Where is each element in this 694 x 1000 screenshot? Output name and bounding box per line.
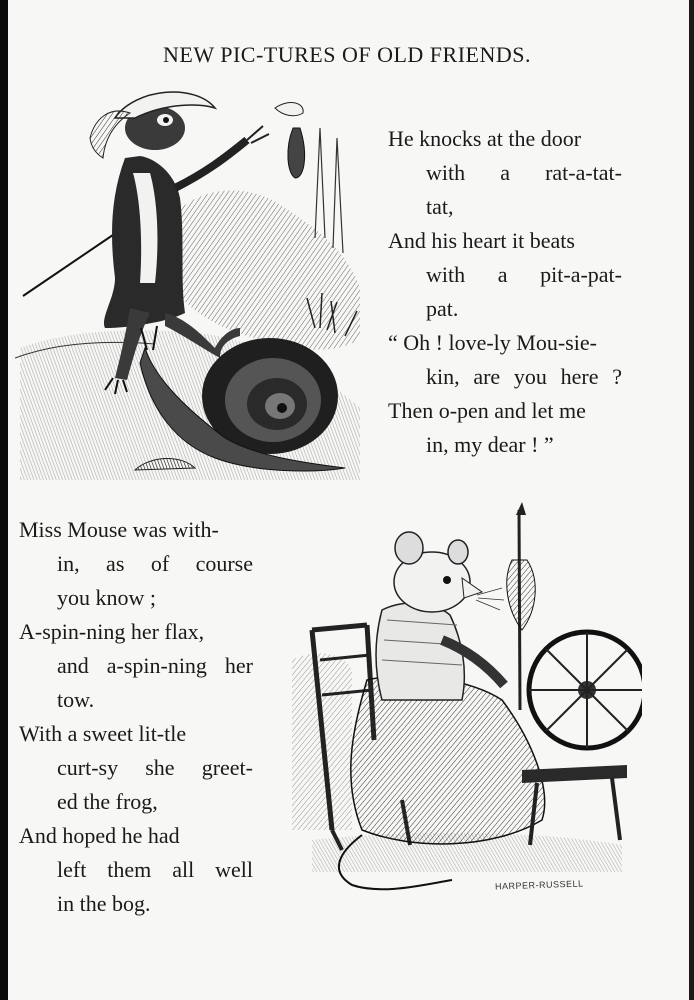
verse-line: pat. [426,296,459,321]
verse-line: And hoped he had [19,823,180,848]
verse-line: and a-spin-ning her [57,653,253,678]
verse-line: And his heart it beats [388,228,575,253]
verse-line: tow. [57,687,95,712]
verse-line: in, as of course [57,551,253,576]
verse-line: with a rat-a-tat- [426,160,622,185]
page-edge-right [689,0,694,1000]
verse-line: With a sweet lit-tle [19,721,187,746]
verse-line: with a pit-a-pat- [426,262,622,287]
verse-line: you know ; [57,585,156,610]
illustrator-signature: HARPER-RUSSELL [494,878,584,892]
verse-line: A-spin-ning her flax, [19,619,205,644]
verse-miss-mouse [19,513,253,921]
verse-line: in, my dear ! ” [426,432,554,457]
verse-line: curt-sy she greet- [57,755,253,780]
verse-line: Miss Mouse was with- [19,517,219,542]
verse-line: ed the frog, [57,789,158,814]
mouse-spinning-illustration [282,500,642,900]
verse-line: left them all well [57,857,253,882]
verse-line: tat, [426,194,454,219]
page-edge-left [0,0,8,1000]
verse-line: kin, are you here ? [426,364,622,389]
page-title: NEW PIC-TURES OF OLD FRIENDS. [163,42,531,67]
verse-line: “ Oh ! love-ly Mou-sie- [388,330,597,355]
verse-line: Then o-pen and let me [388,398,586,423]
verse-frog-knocks [388,122,622,462]
verse-line: in the bog. [57,891,151,916]
frog-and-snail-illustration [15,78,380,480]
verse-line: He knocks at the door [388,126,582,151]
